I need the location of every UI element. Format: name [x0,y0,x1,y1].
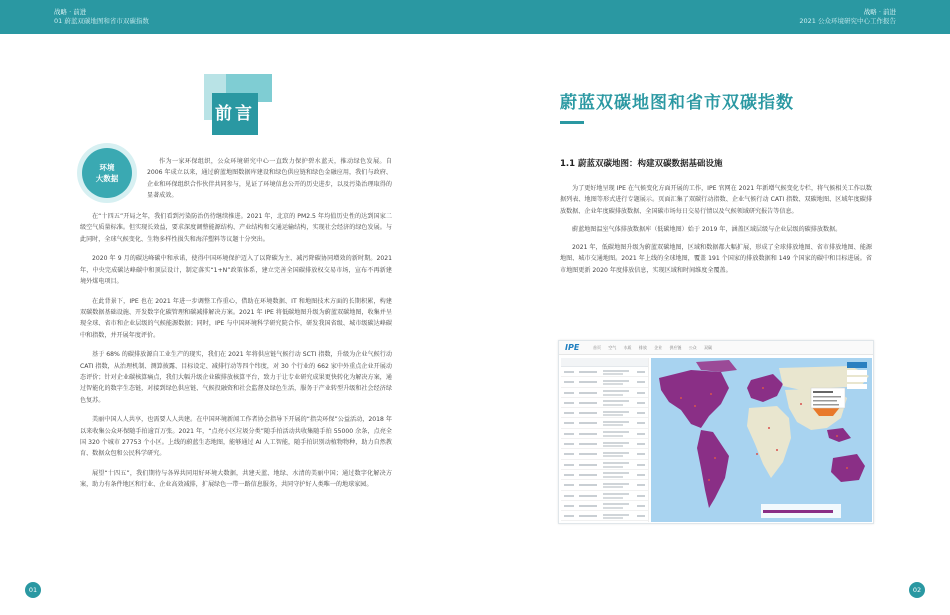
right-running-header [799,8,896,26]
list-item[interactable] [561,491,648,501]
paragraph: 在“十四五”开局之年，我们看到污染防治仍待继续推进。2021 年，北京的 PM2.5 年均值历史性的达到国家二级空气质量标准。但实现长效益，要求深度调整能源结构、产业结构和交通运输结构，实现社会经济的绿色发展。与此同时，全球气候变化、生物多样性损失和海洋塑料等议题十分突出。 [80,213,392,243]
data-list-panel [561,358,649,522]
world-map-graphic [651,358,872,522]
section-heading: 1.1 蔚蓝双碳地图：构建双碳数据基础设施 [560,159,723,169]
list-header [561,358,648,367]
paragraph: 在此背景下，IPE 也在 2021 年进一步调整工作重心，借助在环境数据、IT 和地图技术方面的长期积累，构建双碳数据基础设施、开发数字化碳管理和碳减排解决方案。2021 年 IPE 将低碳地图升级为蔚蓝双碳地图，收集并呈现全球、省市和企业层级的气候能源数据；同时，IPE 与中国环境科学研究院合作，研发我国省级、城市级碳达峰碳中和指数，并开展年度评价。 [80,297,392,339]
title-underline [560,121,584,124]
list-item[interactable] [561,367,648,377]
left-header-category: 战略 · 前进 [54,8,87,16]
list-item[interactable] [561,408,648,418]
screenshot-navbar [559,341,873,355]
nav-item: 首页 [593,345,601,350]
nav-item: 空气 [608,345,617,350]
nav-item: 双碳 [703,345,712,350]
paragraph: 2021 年，低碳地图升级为蔚蓝双碳地图，区域和数据都大幅扩展，形成了全球排放地图、省市排放地图、能源地图、城市交通地图。2021 年上线的全球地图，覆盖 191 个国家的排放数据和 149 个国家的碳中和目标进展。省市地图更新 2020 年度排放信息，实现区域和时间维度全覆盖。 [560,244,872,274]
paragraph: 蔚蓝地图温室气体排放数据库（低碳地图）始于 2019 年，涵盖区域层级与企业层级的碳排放数据。 [572,225,842,233]
list-item[interactable] [561,501,648,511]
list-item[interactable] [561,377,648,387]
carbon-map-screenshot [558,340,874,524]
left-body [80,211,392,499]
nav-item: 排放 [638,345,647,350]
list-item[interactable] [561,388,648,398]
list-item[interactable] [561,418,648,428]
page-number-right: 02 [909,582,925,598]
list-item[interactable] [561,470,648,480]
right-header-report: 2021 公众环境研究中心工作报告 [799,17,896,25]
paragraph: 为了更好地呈现 IPE 在气候变化方面开展的工作，IPE 官网在 2021 年新增气候变化专栏，将气候相关工作以数据列表、地图等形式进行专题展示。页面汇集了双碳行动指数、企业气候行动 CATI 指数、双碳地图、区域年度碳排放数据、企业年度碳排放数据、全国碳市场每日交易行情以及气候领域研究报告等信息。 [560,185,872,215]
page-title: 蔚蓝双碳地图和省市双碳指数 [560,93,794,113]
page-number-left: 01 [25,582,41,598]
right-body [560,183,872,283]
list-item[interactable] [561,460,648,470]
world-emission-map[interactable] [651,358,872,522]
right-header-category: 战略 · 前进 [863,8,896,16]
badge-line1: 环境 [99,163,115,172]
nav-item: 企业 [654,345,663,350]
left-header-chapter: 01 蔚蓝双碳地图和省市双碳指数 [54,17,149,25]
list-item[interactable] [561,439,648,449]
paragraph: 基于 68% 的碳排放源自工业生产的现实，我们在 2021 年将供应链气候行动 SCTI 指数，升级为企业气候行动 CATI 指数，从治理机制、测算披露、目标设定、减排行动等四个纬度，对 30 个行业的 662 家中外重点企业开展动态评价；针对企业碳核算痛点，我们大幅升级企业碳排放核算平台，致力于让专业研究成果更快转化为解决方案，通过智能化的数字生态链，对接到绿色供应链、气候投融资和社会监督及绿色生活，服务于产业转型升级和社会经济绿色复苏。 [80,351,392,404]
intro-paragraph: 作为一家环保组织，公众环境研究中心一直致力保护碧水蓝天，推动绿色发展。自 2006 年成立以来，通过蔚蓝地图数据库建设和绿色供应链和绿色金融应用，我们与政府、企业和环保组织合作伙伴共同参与，见证了环境信息公开的历史进步，以及污染治理取得的显著成效。 [147,158,392,199]
list-item[interactable] [561,449,648,459]
nav-item: 供应链 [669,345,682,350]
nav-item: 水质 [623,345,632,350]
list-item[interactable] [561,429,648,439]
list-item[interactable] [561,398,648,408]
paragraph: 2020 年 9 月的碳达峰碳中和承诺，使得中国环境保护迈入了以降碳为主、减污降碳协同增效的新时期。2021 年，中央完成碳达峰碳中和顶层设计，制定落实“1+N”政策体系，建立完善全国碳排放权交易市场，宣布不再新建境外煤电项目。 [80,255,392,285]
nav-item: 公众 [688,345,697,350]
list-item[interactable] [561,480,648,490]
left-running-header [54,8,149,26]
list-item[interactable] [561,511,648,521]
section-title-preface: 前言 [212,93,258,135]
paragraph: 美丽中国人人共享，也需要人人共建。在中国环境新闻工作者协会指导下开展的“指尖环保”公益活动，2018 年以来收集公众环保随手拍逾百万张。2021 年，“点亮小区垃圾分类”随手拍活动共收集随手拍 55000 余条，点亮全国 320 个城市 27753 个小区。上线的蔚蓝生态地图，能够通过 AI 人工智能，随手拍识别动植物物种，助力自然教育、数据众包和公民科学研究。 [80,416,392,458]
big-data-badge [82,148,132,198]
screenshot-nav-items [593,345,712,351]
ipe-logo: IPE [565,343,580,352]
paragraph: 展望“十四五”，我们期待与各界共同用好环境大数据，共建天蓝、地绿、水清的美丽中国；通过数字化解决方案，助力有条件地区和行业、企业高效减排，扩展绿色一带一路信息服务，共同守护好人类唯一的地球家园。 [80,470,392,489]
badge-line2: 大数据 [95,174,119,183]
